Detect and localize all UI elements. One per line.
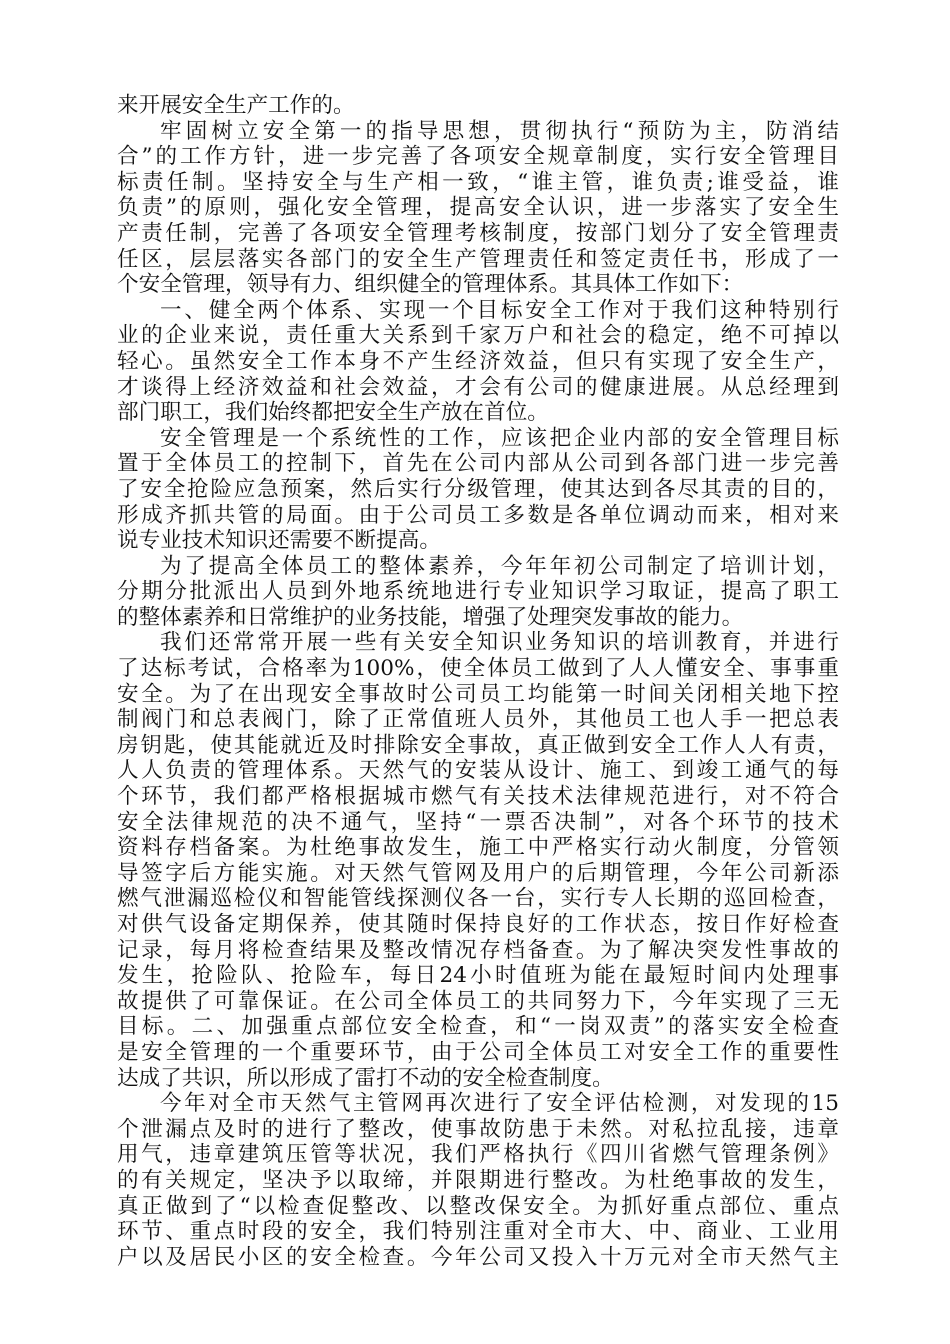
text-line: 为了提高全体员工的整体素养，今年年初公司制定了培训计划， xyxy=(160,553,839,579)
text-line: 安全管理是一个系统性的工作，应该把企业内部的安全管理目标 xyxy=(160,425,839,451)
text-line: 合”的工作方针，进一步完善了各项安全规章制度，实行安全管理目 xyxy=(117,144,839,170)
text-line: 个安全管理，领导有力、组织健全的管理体系。其具体工作如下： xyxy=(117,272,744,298)
text-line: 才谈得上经济效益和社会效益，才会有公司的健康进展。从总经理到 xyxy=(117,374,839,400)
text-line: 业的企业来说，责任重大关系到千家万户和社会的稳定，绝不可掉以 xyxy=(117,323,839,349)
text-line: 置于全体员工的控制下，首先在公司内部从公司到各部门进一步完善 xyxy=(117,451,839,477)
text-line: 房钥匙，使其能就近及时排除安全事故，真正做到安全工作人人有责， xyxy=(117,732,839,758)
text-line: 真正做到了“以检查促整改、以整改保安全。为抓好重点部位、重点 xyxy=(117,1193,839,1219)
text-line: 故提供了可靠保证。在公司全体员工的共同努力下，今年实现了三无 xyxy=(117,988,839,1014)
text-line: 个环节，我们都严格根据城市燃气有关技术法律规范进行，对不符合 xyxy=(117,784,839,810)
text-line: 安全法律规范的决不通气，坚持“一票否决制”，对各个环节的技术 xyxy=(117,809,839,835)
text-line: 牢固树立安全第一的指导思想，贯彻执行“预防为主，防消结 xyxy=(160,118,839,144)
text-line: 标责任制。坚持安全与生产相一致，“谁主管，谁负责;谁受益，谁 xyxy=(117,169,839,195)
text-line: 我们还常常开展一些有关安全知识业务知识的培训教育，并进行 xyxy=(160,630,839,656)
text-line: 户以及居民小区的安全检查。今年公司又投入十万元对全市天然气主 xyxy=(117,1244,839,1270)
text-line: 说专业技术知识还需要不断提高。 xyxy=(117,528,441,554)
text-line: 一、健全两个体系、实现一个目标安全工作对于我们这种特别行 xyxy=(160,297,839,323)
text-line: 燃气泄漏巡检仪和智能管线探测仪各一台，实行专人长期的巡回检查， xyxy=(117,886,839,912)
text-line: 记录，每月将检查结果及整改情况存档备查。为了解决突发性事故的 xyxy=(117,937,839,963)
text-line: 环节、重点时段的安全，我们特别注重对全市大、中、商业、工业用 xyxy=(117,1219,839,1245)
text-line: 形成齐抓共管的局面。由于公司员工多数是各单位调动而来，相对来 xyxy=(117,502,839,528)
text-line: 部门职工，我们始终都把安全生产放在首位。 xyxy=(117,400,549,426)
text-line: 个泄漏点及时的进行了整改，使事故防患于未然。对私拉乱接，违章 xyxy=(117,1116,839,1142)
text-line: 达成了共识，所以形成了雷打不动的安全检查制度。 xyxy=(117,1065,614,1091)
text-line: 目标。二、加强重点部位安全检查，和“一岗双责”的落实安全检查 xyxy=(117,1014,839,1040)
text-line: 任区，层层落实各部门的安全生产管理责任和签定责任书，形成了一 xyxy=(117,246,839,272)
text-line: 资料存档备案。为杜绝事故发生，施工中严格实行动火制度，分管领 xyxy=(117,835,839,861)
text-line: 用气，违章建筑压管等状况，我们严格执行《四川省燃气管理条例》 xyxy=(117,1142,839,1168)
text-line: 轻心。虽然安全工作本身不产生经济效益，但只有实现了安全生产， xyxy=(117,348,839,374)
text-line: 的整体素养和日常维护的业务技能，增强了处理突发事故的能力。 xyxy=(117,604,744,630)
text-line: 产责任制，完善了各项安全管理考核制度，按部门划分了安全管理责 xyxy=(117,220,839,246)
text-line: 今年对全市天然气主管网再次进行了安全评估检测，对发现的15 xyxy=(160,1091,839,1117)
text-line: 了安全抢险应急预案，然后实行分级管理，使其达到各尽其责的目的， xyxy=(117,476,839,502)
text-line: 分期分批派出人员到外地系统地进行专业知识学习取证，提高了职工 xyxy=(117,579,839,605)
text-line: 了达标考试，合格率为100%，使全体员工做到了人人懂安全、事事重 xyxy=(117,656,839,682)
text-line: 制阀门和总表阀门，除了正常值班人员外，其他员工也人手一把总表 xyxy=(117,707,839,733)
document-body-text xyxy=(117,93,839,1270)
text-line: 发生，抢险队、抢险车，每日24小时值班为能在最短时间内处理事 xyxy=(117,963,839,989)
text-line: 对供气设备定期保养，使其随时保持良好的工作状态，按日作好检查 xyxy=(117,912,839,937)
text-line: 人人负责的管理体系。天然气的安装从设计、施工、到竣工通气的每 xyxy=(117,758,839,784)
text-line: 是安全管理的一个重要环节，由于公司全体员工对安全工作的重要性 xyxy=(117,1039,839,1065)
text-line: 负责”的原则，强化安全管理，提高安全认识，进一步落实了安全生 xyxy=(117,195,839,221)
text-line: 的有关规定，坚决予以取缔，并限期进行整改。为杜绝事故的发生， xyxy=(117,1167,839,1193)
text-line: 来开展安全生产工作的。 xyxy=(117,93,355,118)
text-line: 导签字后方能实施。对天然气管网及用户的后期管理，今年公司新添 xyxy=(117,860,839,886)
text-line: 安全。为了在出现安全事故时公司员工均能第一时间关闭相关地下控 xyxy=(117,681,839,707)
